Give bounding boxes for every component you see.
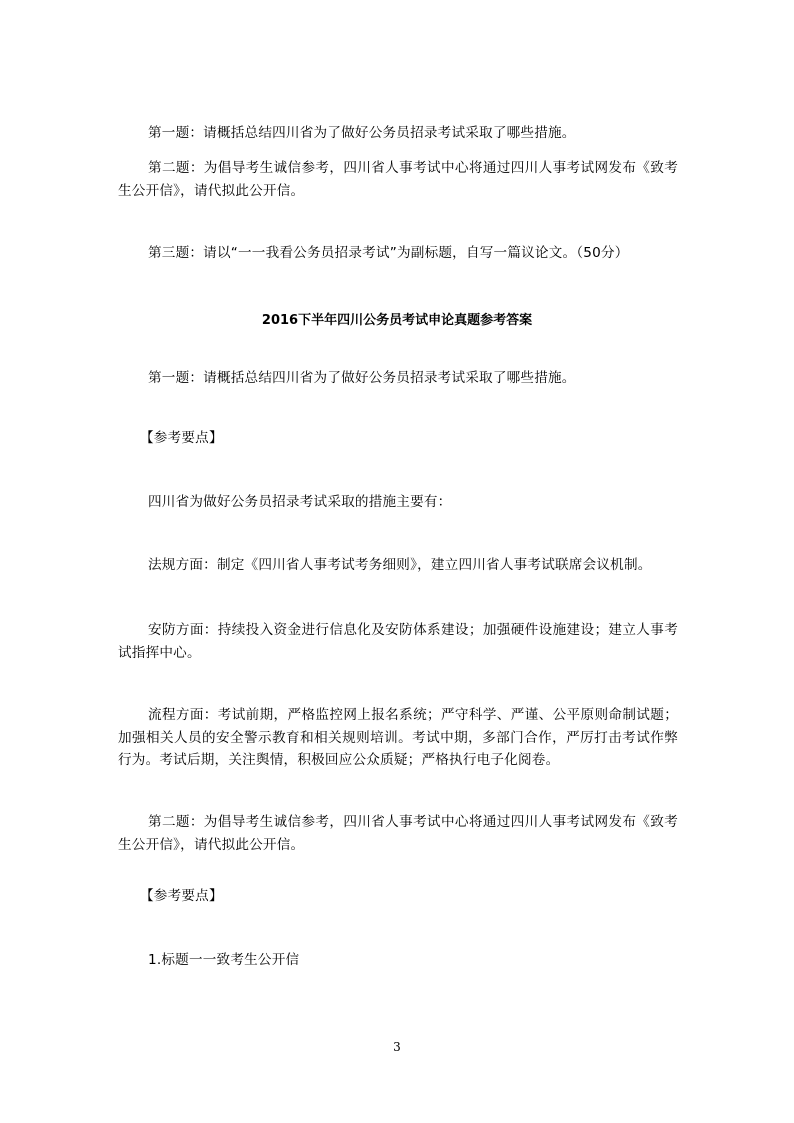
letter-title-point: 1.标题一一致考生公开信 [148,952,300,968]
reference-points-heading: 【参考要点】 [140,430,223,446]
question-2: 第二题：为倡导考生诚信参考，四川省人事考试中心将通过四川人事考试网发布《致考生公开信》，请代拟此公开信。 [118,160,678,199]
question-3: 第三题：请以“一一我看公务员招录考试”为副标题，自写一篇议论文。（50分） [148,245,629,261]
measures-process: 流程方面：考试前期，严格监控网上报名系统；严守科学、严谨、公平原则命制试题；加强相关人员的安全警示教育和相关规则培训。考试中期，多部门合作，严厉打击考试作弊行为。考试后期，关注舆情，积极回应公众质疑；严格执行电子化阅卷。 [118,707,678,768]
page-number: 3 [393,1040,401,1054]
measures-regulation: 法规方面：制定《四川省人事考试考务细则》，建立四川省人事考试联席会议机制。 [148,557,652,573]
measures-security: 安防方面：持续投入资金进行信息化及安防体系建设；加强硬件设施建设；建立人事考试指挥中心。 [118,622,678,661]
answer-question-1: 第一题：请概括总结四川省为了做好公务员招录考试采取了哪些措施。 [148,370,576,386]
answer-question-2: 第二题：为倡导考生诚信参考，四川省人事考试中心将通过四川人事考试网发布《致考生公开信》，请代拟此公开信。 [118,814,678,853]
section-title: 2016下半年四川公务员考试申论真题参考答案 [261,313,533,328]
measures-intro: 四川省为做好公务员招录考试采取的措施主要有： [148,494,452,510]
question-1: 第一题：请概括总结四川省为了做好公务员招录考试采取了哪些措施。 [148,125,576,141]
reference-points-heading-2: 【参考要点】 [140,888,223,904]
